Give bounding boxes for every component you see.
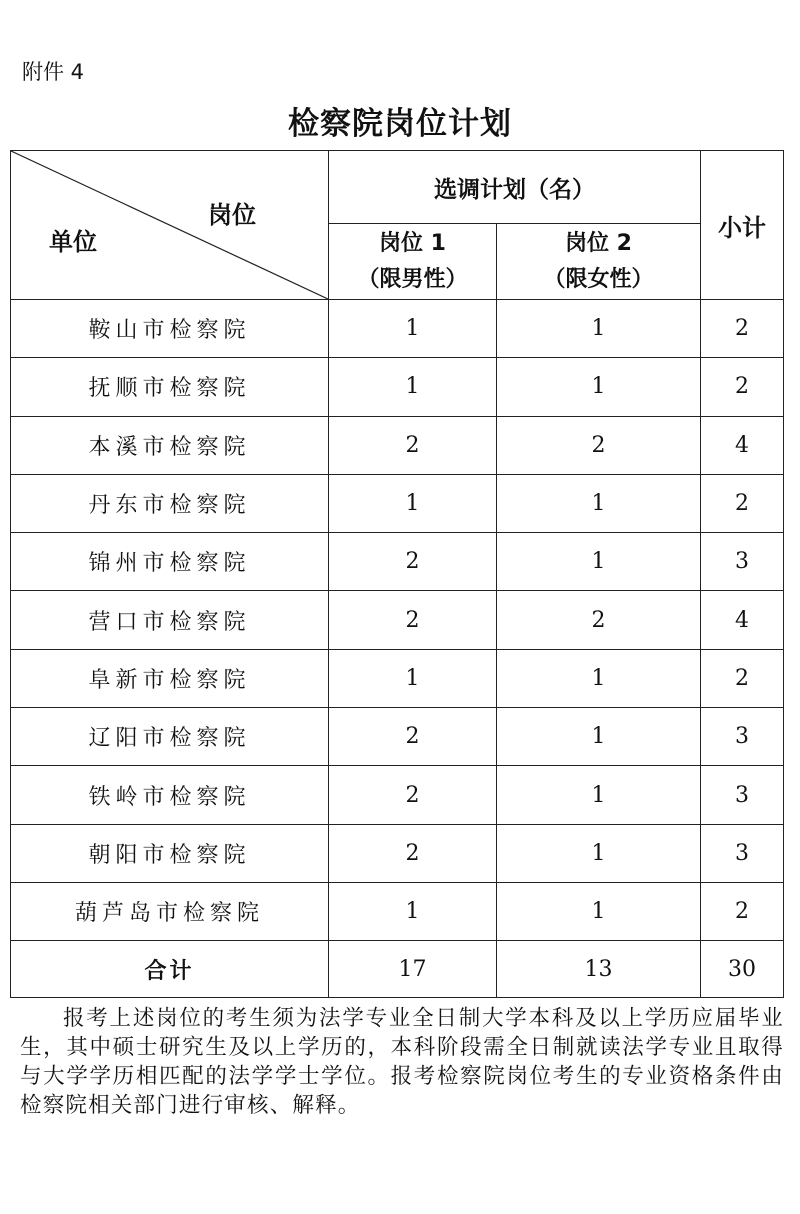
unit-name-cell: 营口市检察院 (11, 591, 329, 649)
table-row (11, 533, 784, 591)
table-row (11, 300, 784, 358)
subtotal-cell: 3 (701, 533, 784, 591)
footnote-paragraph: 报考上述岗位的考生须为法学专业全日制大学本科及以上学历应届毕业生，其中硕士研究生及以上学历的，本科阶段需全日制就读法学专业且取得与大学学历相匹配的法学学士学位。报考检察院岗位考生的专业资格条件由检察院相关部门进行审核、解释。 (20, 1006, 784, 1118)
post2-cell: 2 (497, 416, 701, 474)
unit-name-cell: 本溪市检察院 (11, 416, 329, 474)
post2-cell: 1 (497, 300, 701, 358)
unit-name-cell: 丹东市检察院 (11, 474, 329, 532)
subtotal-cell: 2 (701, 474, 784, 532)
total-post1: 17 (329, 941, 497, 998)
post2-cell: 1 (497, 708, 701, 766)
post2-cell: 1 (497, 766, 701, 824)
post1-cell: 2 (329, 766, 497, 824)
total-subtotal: 30 (701, 941, 784, 998)
unit-name-cell: 阜新市检察院 (11, 649, 329, 707)
subtotal-cell: 4 (701, 591, 784, 649)
total-label: 合计 (11, 941, 329, 998)
post1-cell: 1 (329, 358, 497, 416)
unit-name-cell: 朝阳市检察院 (11, 824, 329, 882)
subtotal-header: 小计 (701, 151, 784, 300)
unit-name-cell: 葫芦岛市检察院 (11, 882, 329, 940)
table-row (11, 474, 784, 532)
post1-cell: 2 (329, 708, 497, 766)
unit-name-cell: 铁岭市检察院 (11, 766, 329, 824)
table-row (11, 358, 784, 416)
unit-name-cell: 抚顺市检察院 (11, 358, 329, 416)
total-post2: 13 (497, 941, 701, 998)
plan-group-header: 选调计划（名） (329, 151, 701, 224)
document-title: 检察院岗位计划 (288, 106, 512, 142)
subtotal-cell: 3 (701, 708, 784, 766)
table-row (11, 882, 784, 940)
post2-cell: 1 (497, 358, 701, 416)
post1-cell: 2 (329, 591, 497, 649)
table-row (11, 649, 784, 707)
post2-header (497, 224, 701, 300)
unit-name-cell: 辽阳市检察院 (11, 708, 329, 766)
post1-header-line2: （限男性） (357, 266, 468, 292)
post1-header (329, 224, 497, 300)
table-body (11, 300, 784, 941)
post2-cell: 1 (497, 882, 701, 940)
post1-cell: 1 (329, 474, 497, 532)
post1-cell: 1 (329, 882, 497, 940)
post2-cell: 2 (497, 591, 701, 649)
unit-header-label: 单位 (49, 228, 97, 256)
subtotal-cell: 3 (701, 766, 784, 824)
table-row (11, 824, 784, 882)
post2-cell: 1 (497, 824, 701, 882)
subtotal-cell: 2 (701, 300, 784, 358)
table-row (11, 416, 784, 474)
post2-cell: 1 (497, 533, 701, 591)
table-row (11, 766, 784, 824)
post1-header-line1: 岗位 1 (379, 230, 446, 256)
post2-header-line2: （限女性） (543, 266, 654, 292)
attachment-label: 附件 4 (22, 60, 85, 84)
post1-cell: 1 (329, 300, 497, 358)
plan-table (10, 150, 784, 998)
subtotal-cell: 2 (701, 649, 784, 707)
diagonal-header-cell (11, 151, 329, 300)
unit-name-cell: 鞍山市检察院 (11, 300, 329, 358)
table-row (11, 591, 784, 649)
subtotal-cell: 2 (701, 882, 784, 940)
post1-cell: 2 (329, 824, 497, 882)
post2-cell: 1 (497, 649, 701, 707)
post1-cell: 1 (329, 649, 497, 707)
subtotal-cell: 2 (701, 358, 784, 416)
table-row (11, 708, 784, 766)
post1-cell: 2 (329, 416, 497, 474)
subtotal-cell: 3 (701, 824, 784, 882)
total-row (11, 941, 784, 998)
post1-cell: 2 (329, 533, 497, 591)
post2-cell: 1 (497, 474, 701, 532)
post2-header-line1: 岗位 2 (565, 230, 632, 256)
post-header-label: 岗位 (208, 201, 256, 229)
subtotal-cell: 4 (701, 416, 784, 474)
unit-name-cell: 锦州市检察院 (11, 533, 329, 591)
